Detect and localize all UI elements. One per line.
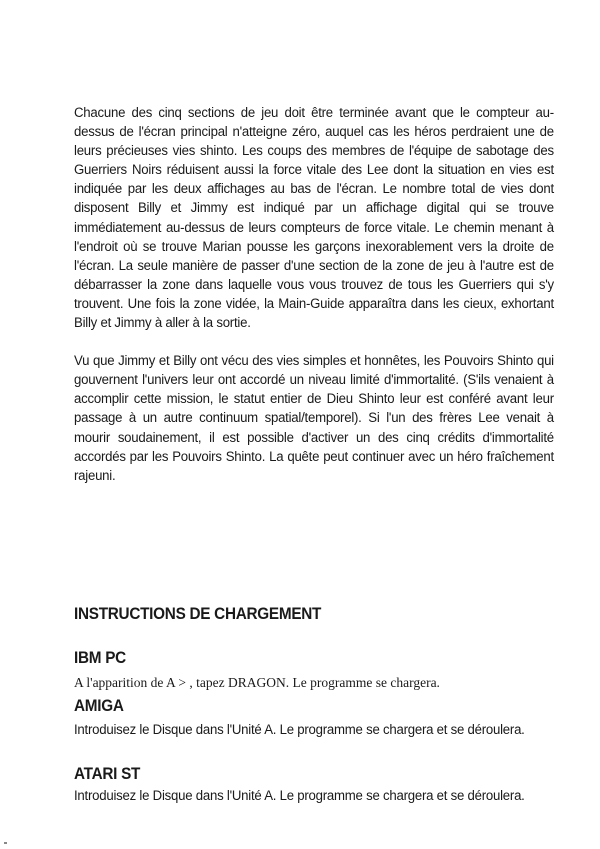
amiga-instructions: Introduisez le Disque dans l'Unité A. Le programme se chargera et se déroulera. bbox=[74, 722, 525, 738]
atari-st-instructions: Introduisez le Disque dans l'Unité A. Le programme se chargera et se déroulera. bbox=[74, 788, 525, 804]
scan-artifact bbox=[4, 842, 7, 844]
ibm-pc-heading: IBM PC bbox=[74, 648, 126, 667]
ibm-pc-instructions: A l'apparition de A > , tapez DRAGON. Le programme se chargera. bbox=[74, 675, 440, 690]
amiga-heading: AMIGA bbox=[74, 696, 124, 715]
document-page bbox=[74, 104, 554, 804]
story-paragraph-2: Vu que Jimmy et Billy ont vécu des vies simples et honnêtes, les Pouvoirs Shinto qui gouvernent l'univers leur ont accordé un niveau limité d'immortalité. (S'ils venaient à accomplir cette mission, le statut entier de Dieu Shinto leur est conféré avant leur passage à un autre continuum spatial/temporel). Si l'un des frères Lee venait à mourir soudainement, il est possible d'activer un des cinq crédits d'immortalité accordés par les Pouvoirs Shinto. La quête peut continuer avec un héro fraîchement rajeuni. bbox=[74, 353, 554, 484]
story-paragraph-1: Chacune des cinq sections de jeu doit être terminée avant que le compteur au-dessus de l'écran principal n'atteigne zéro, auquel cas les héros perdraient une de leurs précieuses vies shinto. Les coups des membres de l'équipe de sabotage des Guerriers Noirs réduisent aussi la force vitale des Lee dont la situation en vies est indiquée par les deux affichages au bas de l'écran. Le nombre total de vies dont disposent Billy et Jimmy est indiqué par un affichage digital qui se trouve immédiatement au-dessus de leurs compteurs de force vitale. Le chemin menant à l'endroit où se trouve Marian pousse les garçons inexorablement vers la droite de l'écran. La seule manière de passer d'une section de la zone de jeu à l'autre est de débarrasser la zone dans laquelle vous vous trouvez de tous les Guerriers qui s'y trouvent. Une fois la zone vidée, la Main-Guide apparaîtra dans les cieux, exhortant Billy et Jimmy à aller à la sortie. bbox=[74, 105, 554, 332]
atari-st-heading: ATARI ST bbox=[74, 764, 141, 783]
loading-instructions-title: INSTRUCTIONS DE CHARGEMENT bbox=[74, 604, 322, 623]
